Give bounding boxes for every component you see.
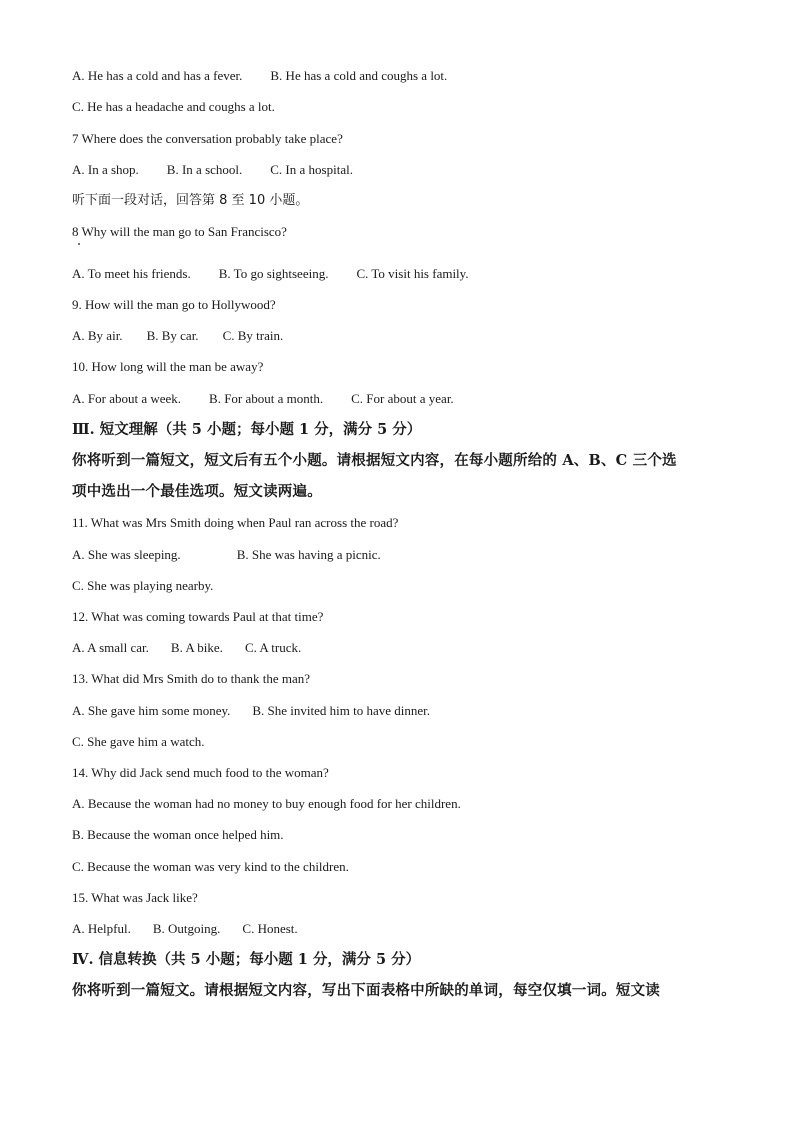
q8-options-row — [72, 264, 469, 284]
q12-option-b: B. A bike. — [170, 640, 223, 655]
section-3-instruction-line-2: 项中选出一个最佳选项。短文读两遍。 — [72, 483, 322, 500]
q14-question: 14. Why did Jack send much food to the woman? — [72, 765, 329, 780]
q10-options-row — [72, 389, 454, 409]
q13-option-a: A. She gave him some money. — [72, 703, 231, 718]
stray-dot-mark — [78, 243, 80, 245]
q10-option-c: C. For about a year. — [351, 391, 454, 406]
q7-option-a: A. In a shop. — [72, 162, 139, 177]
q12-option-a: A. A small car. — [72, 640, 149, 655]
q9-question: 9. How will the man go to Hollywood? — [72, 297, 276, 312]
q7-option-c: C. In a hospital. — [270, 162, 353, 177]
q11-question: 11. What was Mrs Smith doing when Paul ran across the road? — [72, 515, 399, 530]
q15-option-a: A. Helpful. — [72, 921, 131, 936]
q7-options-row — [72, 160, 353, 180]
q6-options-row — [72, 66, 447, 86]
q6-option-b: B. He has a cold and coughs a lot. — [270, 68, 448, 83]
q8-option-c: C. To visit his family. — [356, 266, 469, 281]
q6-option-c: C. He has a headache and coughs a lot. — [72, 99, 275, 114]
q9-option-a: A. By air. — [72, 328, 123, 343]
q9-option-b: B. By car. — [146, 328, 199, 343]
q13-option-c: C. She gave him a watch. — [72, 734, 205, 749]
q10-option-b: B. For about a month. — [209, 391, 324, 406]
q13-option-b: B. She invited him to have dinner. — [252, 703, 431, 718]
q14-option-b: B. Because the woman once helped him. — [72, 827, 284, 842]
q9-option-c: C. By train. — [222, 328, 284, 343]
q15-option-b: B. Outgoing. — [152, 921, 221, 936]
section-3-title: Ⅲ. 短文理解（共 5 小题；每小题 1 分，满分 5 分） — [72, 421, 422, 438]
q7-question: 7 Where does the conversation probably take place? — [72, 131, 343, 146]
q11-option-a: A. She was sleeping. — [72, 547, 181, 562]
q8-option-a: A. To meet his friends. — [72, 266, 191, 281]
section-4-instruction-line-1: 你将听到一篇短文。请根据短文内容，写出下面表格中所缺的单词，每空仅填一词。短文读 — [72, 982, 660, 999]
section-4-title: Ⅳ. 信息转换（共 5 小题；每小题 1 分，满分 5 分） — [72, 951, 421, 968]
q14-option-c: C. Because the woman was very kind to the children. — [72, 859, 349, 874]
q11-option-b: B. She was having a picnic. — [236, 547, 381, 562]
section-3-instruction-line-1: 你将听到一篇短文，短文后有五个小题。请根据短文内容，在每小题所给的 A、B、C 三个选 — [72, 452, 677, 469]
q7-option-b: B. In a school. — [166, 162, 243, 177]
q13-question: 13. What did Mrs Smith do to thank the man? — [72, 671, 311, 686]
q12-option-c: C. A truck. — [244, 640, 302, 655]
q11-options-row — [72, 545, 381, 565]
q10-question: 10. How long will the man be away? — [72, 359, 264, 374]
q10-option-a: A. For about a week. — [72, 391, 182, 406]
q6-option-a: A. He has a cold and has a fever. — [72, 68, 243, 83]
q12-question: 12. What was coming towards Paul at that time? — [72, 609, 324, 624]
q8-option-b: B. To go sightseeing. — [218, 266, 329, 281]
q14-option-a: A. Because the woman had no money to buy enough food for her children. — [72, 796, 461, 811]
q13-options-row — [72, 701, 430, 721]
q15-option-c: C. Honest. — [242, 921, 298, 936]
q15-question: 15. What was Jack like? — [72, 890, 198, 905]
q12-options-row — [72, 638, 301, 658]
dialogue-instruction: 听下面一段对话，回答第 8 至 10 小题。 — [72, 193, 309, 208]
q8-question: 8 Why will the man go to San Francisco? — [72, 224, 287, 239]
q9-options-row — [72, 326, 283, 346]
q15-options-row — [72, 919, 298, 939]
q11-option-c: C. She was playing nearby. — [72, 578, 214, 593]
